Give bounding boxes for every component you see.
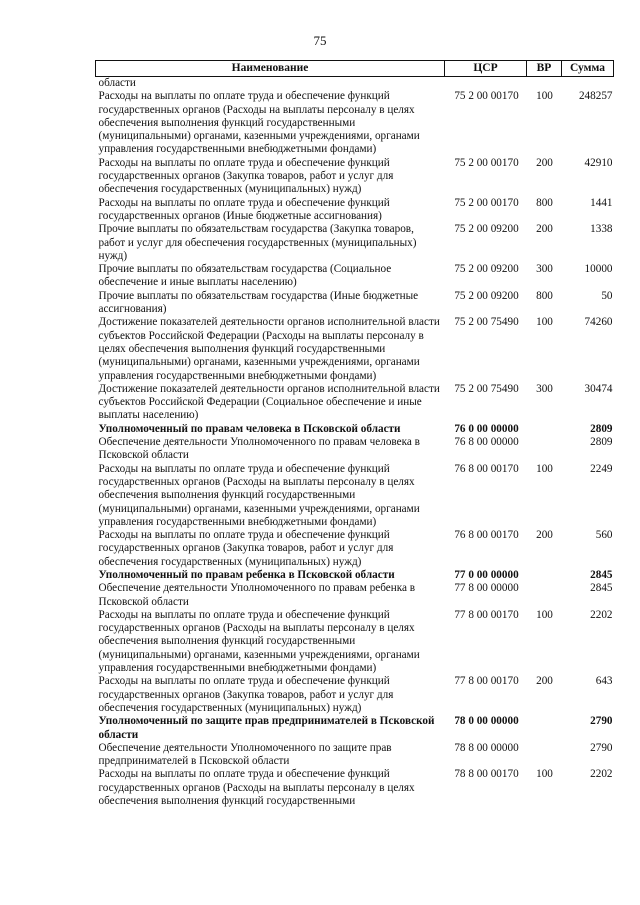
table-row: [96, 742, 614, 769]
header-vr: ВР: [527, 61, 562, 77]
cell-csr: 75 2 00 09200: [454, 289, 519, 302]
cell-vr: 800: [536, 289, 553, 302]
cell-csr: 75 2 00 75490: [454, 382, 519, 395]
table-row: [96, 77, 614, 91]
cell-name: Расходы на выплаты по оплате труда и обеспечение функций государственных органов (Расходы на выплаты персоналу в целях обеспечения выполнения функций государственными: [98, 768, 415, 808]
cell-csr: 76 8 00 00000: [454, 436, 519, 449]
cell-sum: 2845: [590, 568, 613, 581]
cell-name: Прочие выплаты по обязательствам государства (Социальное обеспечение и иные выплаты населению): [98, 263, 392, 289]
cell-csr: 75 2 00 75490: [454, 316, 519, 329]
cell-sum: 30474: [584, 382, 613, 395]
cell-csr: 78 8 00 00000: [454, 741, 519, 754]
cell-csr: 75 2 00 09200: [454, 263, 519, 276]
cell-sum: 560: [595, 529, 613, 542]
table-row: [96, 290, 614, 317]
cell-sum: 2202: [590, 608, 613, 621]
cell-vr: [527, 77, 562, 91]
table-row: [96, 715, 614, 742]
cell-csr: 75 2 00 00170: [454, 196, 519, 209]
cell-name: Прочие выплаты по обязательствам государства (Иные бюджетные ассигнования): [98, 289, 419, 316]
table-row: [96, 436, 614, 463]
cell-csr: 78 8 00 00170: [454, 768, 519, 781]
cell-vr: 200: [536, 156, 553, 169]
cell-sum: 1338: [590, 223, 613, 236]
cell-name: Обеспечение деятельности Уполномоченного по правам человека в Псковской области: [98, 436, 420, 462]
cell-name: Расходы на выплаты по оплате труда и обеспечение функций государственных органов (Расходы на выплаты персоналу в целях обеспечения выполнения функций государственными (муниципальными) органами, казенными учреждениями, органами управления государственными внебюджетными фондами): [98, 462, 420, 528]
cell-vr: 100: [536, 462, 553, 475]
cell-name: Расходы на выплаты по оплате труда и обеспечение функций государственных органов (Закупка товаров, работ и услуг для обеспечения государственных (муниципальных) нужд): [98, 675, 394, 714]
table-row: [96, 582, 614, 609]
cell-vr: 100: [536, 90, 553, 103]
cell-csr: 75 2 00 09200: [454, 223, 519, 236]
budget-table: [95, 60, 614, 808]
cell-sum: 2790: [590, 715, 613, 728]
cell-csr: 78 0 00 00000: [454, 715, 519, 728]
cell-vr: 100: [536, 768, 553, 781]
cell-vr: 800: [536, 196, 553, 209]
cell-csr: 75 2 00 00170: [454, 156, 519, 169]
table-row: [96, 529, 614, 569]
cell-sum: 2809: [590, 422, 613, 435]
cell-vr: [527, 569, 562, 582]
cell-name: Расходы на выплаты по оплате труда и обеспечение функций государственных органов (Расходы на выплаты персоналу в целях обеспечения выполнения функций государственными (муниципальными) органами, казенными учреждениями, органами управления государственными внебюджетными фондами): [98, 90, 420, 156]
cell-name: Достижение показателей деятельности органов исполнительной власти субъектов Российской Федерации (Социальное обеспечение и иные выплаты населению): [98, 382, 440, 422]
cell-name: Расходы на выплаты по оплате труда и обеспечение функций государственных органов (Закупка товаров, работ и услуг для обеспечения государственных (муниципальных) нужд): [98, 529, 394, 568]
table-row: [96, 675, 614, 715]
cell-name: Обеспечение деятельности Уполномоченного по правам ребенка в Псковской области: [98, 582, 416, 608]
page-number: 75: [313, 33, 327, 48]
cell-csr: 77 0 00 00000: [454, 568, 519, 581]
table-row: [96, 383, 614, 423]
table-header: [96, 61, 614, 77]
header-name: Наименование: [96, 61, 445, 77]
cell-vr: [527, 436, 562, 463]
cell-name: Прочие выплаты по обязательствам государства (Закупка товаров, работ и услуг для обеспечения государственных (муниципальных) нужд): [98, 223, 417, 262]
cell-name: Расходы на выплаты по оплате труда и обеспечение функций государственных органов (Закупка товаров, работ и услуг для обеспечения государственных (муниципальных) нужд): [98, 156, 394, 196]
cell-sum: 74260: [584, 316, 613, 329]
cell-sum: 10000: [584, 263, 613, 276]
cell-vr: [527, 423, 562, 436]
cell-sum: 2249: [590, 462, 613, 475]
table-row: [96, 569, 614, 582]
cell-csr: 77 8 00 00170: [454, 608, 519, 621]
cell-name: Обеспечение деятельности Уполномоченного по защите прав предпринимателей в Псковской области: [98, 741, 392, 768]
cell-vr: 300: [536, 263, 553, 276]
cell-vr: 300: [536, 382, 553, 395]
cell-name: Уполномоченный по защите прав предпринимателей в Псковской области: [98, 715, 435, 741]
table-row: [96, 90, 614, 156]
header-csr: ЦСР: [445, 61, 527, 77]
cell-sum: 2202: [590, 768, 613, 781]
cell-name: Расходы на выплаты по оплате труда и обеспечение функций государственных органов (Иные бюджетные ассигнования): [98, 196, 390, 222]
cell-sum: 50: [601, 289, 613, 302]
cell-csr: 75 2 00 00170: [454, 90, 519, 103]
table-body: [96, 77, 614, 809]
cell-sum: 2809: [590, 436, 613, 449]
table-row: [96, 223, 614, 263]
cell-csr: 77 8 00 00000: [454, 582, 519, 595]
cell-csr: 77 8 00 00170: [454, 675, 519, 688]
table-row: [96, 316, 614, 382]
cell-name: Уполномоченный по правам человека в Псковской области: [98, 422, 401, 435]
cell-sum: 42910: [584, 156, 613, 169]
cell-sum: [562, 77, 614, 91]
cell-name: Расходы на выплаты по оплате труда и обеспечение функций государственных органов (Расходы на выплаты персоналу в целях обеспечения выполнения функций государственными (муниципальными) органами, казенными учреждениями, органами управления государственными внебюджетными фондами): [98, 608, 420, 675]
cell-csr: 76 8 00 00170: [454, 529, 519, 542]
cell-csr: [445, 77, 527, 91]
cell-vr: 200: [536, 675, 553, 688]
table-row: [96, 423, 614, 436]
table-row: [96, 263, 614, 290]
table-row: [96, 197, 614, 224]
header-sum: Сумма: [562, 61, 614, 77]
cell-sum: 2790: [590, 741, 613, 754]
cell-csr: 76 0 00 00000: [454, 422, 519, 435]
cell-vr: 100: [536, 316, 553, 329]
cell-sum: 248257: [578, 90, 613, 103]
cell-vr: [527, 715, 562, 742]
cell-vr: 200: [536, 529, 553, 542]
cell-name: Уполномоченный по правам ребенка в Псковской области: [98, 568, 395, 581]
table-row: [96, 609, 614, 675]
cell-vr: 200: [536, 223, 553, 236]
cell-sum: 643: [595, 675, 613, 688]
cell-sum: 1441: [590, 196, 613, 209]
header-row: [96, 61, 614, 77]
cell-vr: [527, 582, 562, 609]
table-row: [96, 157, 614, 197]
cell-sum: 2845: [590, 582, 613, 595]
table-row: [96, 463, 614, 529]
cell-vr: [527, 742, 562, 769]
cell-name: Достижение показателей деятельности органов исполнительной власти субъектов Российской Федерации (Расходы на выплаты персоналу в целях обеспечения выполнения функций государственными (муниципальными) органами, казенными учреждениями, органами управления государственными внебюджетными фондами): [98, 316, 440, 382]
cell-name: области: [98, 77, 136, 89]
cell-csr: 76 8 00 00170: [454, 462, 519, 475]
cell-vr: 100: [536, 608, 553, 621]
table-row: [96, 768, 614, 808]
